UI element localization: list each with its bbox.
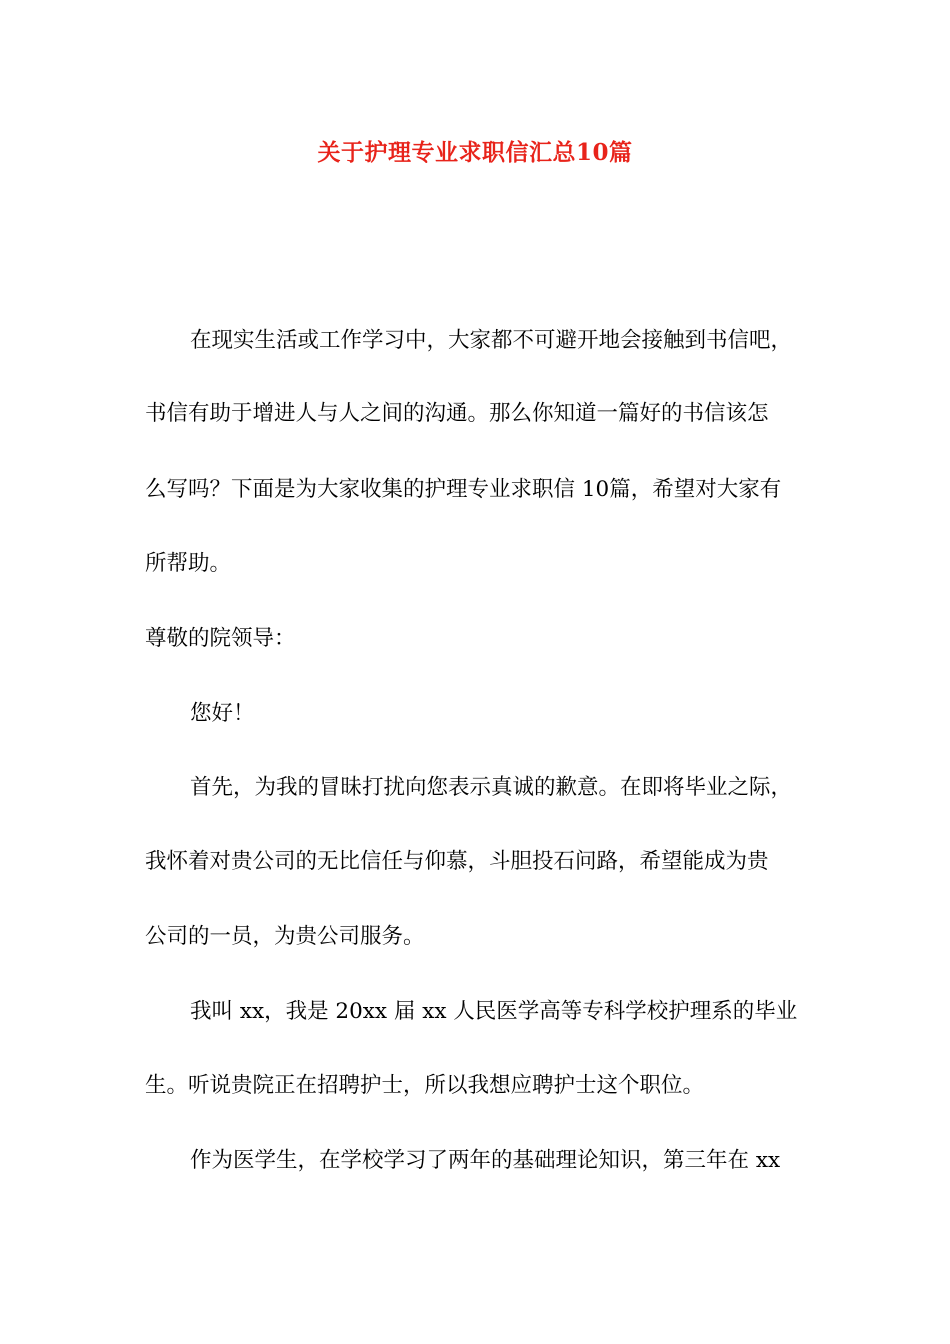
paragraph-line: 公司的一员，为贵公司服务。 — [145, 924, 425, 949]
paragraph-line: 我叫 xx，我是 20xx 届 xx 人民医学高等专科学校护理系的毕业 — [190, 999, 798, 1024]
document-title: 关于护理专业求职信汇总10篇 — [317, 139, 633, 166]
paragraph-line: 书信有助于增进人与人之间的沟通。那么你知道一篇好的书信该怎 — [145, 401, 769, 426]
paragraph-line: 首先，为我的冒昧打扰向您表示真诚的歉意。在即将毕业之际， — [190, 775, 793, 800]
greeting: 您好！ — [190, 701, 255, 726]
paragraph-line: 我怀着对贵公司的无比信任与仰慕，斗胆投石问路，希望能成为贵 — [145, 849, 769, 874]
salutation: 尊敬的院领导： — [145, 626, 296, 651]
paragraph-line: 么写吗？下面是为大家收集的护理专业求职信 10篇，希望对大家有 — [145, 477, 782, 502]
paragraph-line: 所帮助。 — [145, 551, 232, 576]
paragraph-line: 在现实生活或工作学习中，大家都不可避开地会接触到书信吧， — [190, 328, 793, 353]
paragraph-line: 生。听说贵院正在招聘护士，所以我想应聘护士这个职位。 — [145, 1073, 705, 1098]
paragraph-line: 作为医学生，在学校学习了两年的基础理论知识，第三年在 xx — [190, 1148, 781, 1173]
